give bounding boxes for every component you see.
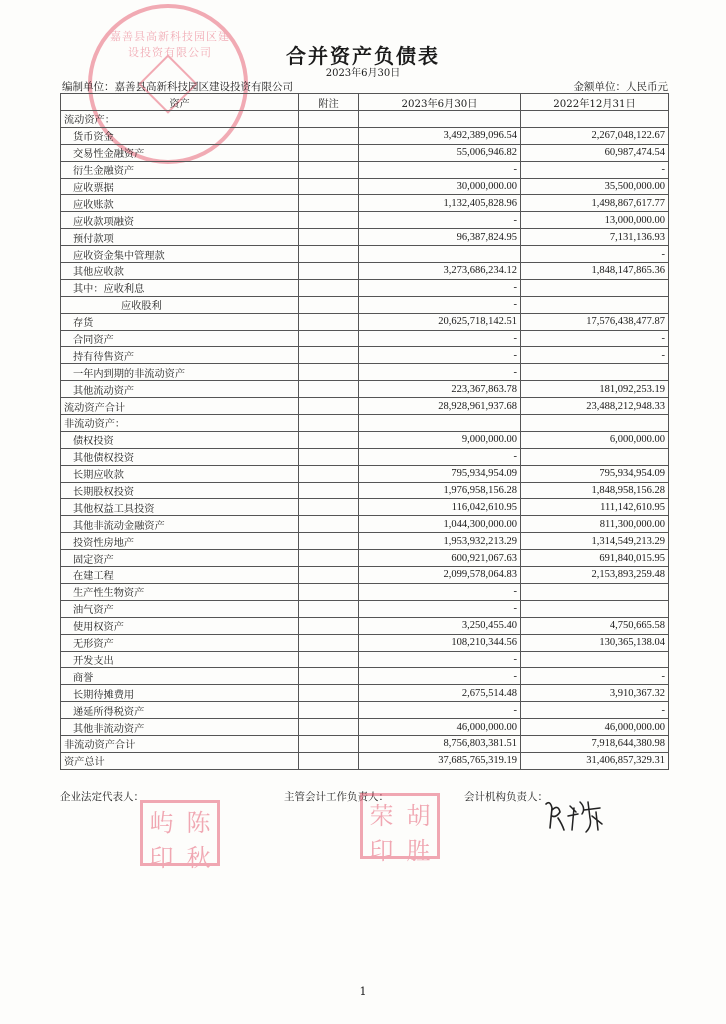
row-note xyxy=(299,398,359,415)
seal-char: 印 xyxy=(149,844,174,872)
row-item-label: 其他债权投资 xyxy=(61,448,299,465)
row-previous-value xyxy=(521,279,669,296)
row-current-value: - xyxy=(359,330,521,347)
table-row xyxy=(61,330,669,347)
row-item-label: 一年内到期的非流动资产 xyxy=(61,364,299,381)
row-previous-value: 35,500,000.00 xyxy=(521,178,669,195)
row-current-value: - xyxy=(359,583,521,600)
row-current-value: 600,921,067.63 xyxy=(359,550,521,567)
col-header-item: 资产 xyxy=(61,94,299,111)
col-header-previous: 2022年12月31日 xyxy=(521,94,669,111)
row-previous-value: 130,365,138.04 xyxy=(521,634,669,651)
row-note xyxy=(299,347,359,364)
row-note xyxy=(299,735,359,752)
row-note xyxy=(299,246,359,263)
table-row xyxy=(61,296,669,313)
table-row xyxy=(61,212,669,229)
row-note xyxy=(299,229,359,246)
row-note xyxy=(299,550,359,567)
row-current-value: 2,675,514.48 xyxy=(359,685,521,702)
row-item-label: 其他非流动金融资产 xyxy=(61,516,299,533)
table-row xyxy=(61,195,669,212)
row-previous-value: - xyxy=(521,246,669,263)
row-note xyxy=(299,431,359,448)
table-row xyxy=(61,482,669,499)
table-row xyxy=(61,719,669,736)
row-note xyxy=(299,600,359,617)
row-previous-value: 6,000,000.00 xyxy=(521,431,669,448)
row-item-label: 长期待摊费用 xyxy=(61,685,299,702)
row-previous-value xyxy=(521,600,669,617)
table-row xyxy=(61,752,669,769)
table-row xyxy=(61,431,669,448)
table-row xyxy=(61,127,669,144)
table-row xyxy=(61,279,669,296)
seal-char: 屿 xyxy=(149,809,174,837)
row-note xyxy=(299,415,359,432)
table-row xyxy=(61,161,669,178)
table-row xyxy=(61,533,669,550)
row-note xyxy=(299,634,359,651)
row-current-value: - xyxy=(359,279,521,296)
row-note xyxy=(299,482,359,499)
row-current-value: - xyxy=(359,600,521,617)
row-current-value: 3,273,686,234.12 xyxy=(359,263,521,280)
row-current-value: 1,044,300,000.00 xyxy=(359,516,521,533)
row-current-value: 20,625,718,142.51 xyxy=(359,313,521,330)
row-note xyxy=(299,617,359,634)
row-current-value: - xyxy=(359,212,521,229)
row-item-label: 长期应收款 xyxy=(61,465,299,482)
table-row xyxy=(61,465,669,482)
table-row xyxy=(61,499,669,516)
row-previous-value: 691,840,015.95 xyxy=(521,550,669,567)
table-header-row xyxy=(61,94,669,111)
row-previous-value: 2,153,893,259.48 xyxy=(521,567,669,584)
row-item-label: 应收款项融资 xyxy=(61,212,299,229)
row-current-value: - xyxy=(359,364,521,381)
round-seal-text: 嘉善县高新科技园区建设投资有限公司 xyxy=(110,30,230,59)
row-item-label: 长期股权投资 xyxy=(61,482,299,499)
row-current-value: 116,042,610.95 xyxy=(359,499,521,516)
row-item-label: 无形资产 xyxy=(61,634,299,651)
row-current-value: 46,000,000.00 xyxy=(359,719,521,736)
row-previous-value: 2,267,048,122.67 xyxy=(521,127,669,144)
row-note xyxy=(299,651,359,668)
seal-char: 荣 xyxy=(369,802,394,830)
row-note xyxy=(299,111,359,128)
row-previous-value: 7,131,136.93 xyxy=(521,229,669,246)
row-previous-value: 1,314,549,213.29 xyxy=(521,533,669,550)
page-title: 合并资产负债表 xyxy=(286,44,440,68)
row-item-label: 生产性生物资产 xyxy=(61,583,299,600)
table-row xyxy=(61,617,669,634)
row-previous-value xyxy=(521,296,669,313)
row-current-value: 108,210,344.56 xyxy=(359,634,521,651)
row-current-value: 223,367,863.78 xyxy=(359,381,521,398)
seal-char: 秋 xyxy=(186,844,211,872)
row-note xyxy=(299,296,359,313)
row-previous-value xyxy=(521,651,669,668)
row-previous-value: 4,750,665.58 xyxy=(521,617,669,634)
table-row xyxy=(61,550,669,567)
row-item-label: 应收账款 xyxy=(61,195,299,212)
row-previous-value xyxy=(521,583,669,600)
row-previous-value: - xyxy=(521,330,669,347)
legal-rep-seal xyxy=(140,800,220,872)
row-current-value xyxy=(359,246,521,263)
row-note xyxy=(299,499,359,516)
row-previous-value: 23,488,212,948.33 xyxy=(521,398,669,415)
row-item-label: 资产总计 xyxy=(61,752,299,769)
row-item-label: 应收票据 xyxy=(61,178,299,195)
row-current-value: 8,756,803,381.51 xyxy=(359,735,521,752)
row-note xyxy=(299,516,359,533)
table-row xyxy=(61,685,669,702)
row-note xyxy=(299,685,359,702)
table-row xyxy=(61,668,669,685)
row-current-value: - xyxy=(359,347,521,364)
row-note xyxy=(299,313,359,330)
row-item-label: 债权投资 xyxy=(61,431,299,448)
table-row xyxy=(61,263,669,280)
row-previous-value: 1,848,147,865.36 xyxy=(521,263,669,280)
seal-char: 印 xyxy=(369,837,394,865)
handwritten-signature xyxy=(540,794,610,836)
seal-char: 胜 xyxy=(406,837,431,865)
seal-char: 胡 xyxy=(406,802,431,830)
row-item-label: 商誉 xyxy=(61,668,299,685)
row-current-value: 2,099,578,064.83 xyxy=(359,567,521,584)
row-item-label: 应收资金集中管理款 xyxy=(61,246,299,263)
accounting-head-seal xyxy=(360,793,440,865)
row-current-value: - xyxy=(359,161,521,178)
row-current-value: 3,492,389,096.54 xyxy=(359,127,521,144)
row-current-value: - xyxy=(359,702,521,719)
row-previous-value: 3,910,367.32 xyxy=(521,685,669,702)
table-row xyxy=(61,111,669,128)
row-previous-value: - xyxy=(521,347,669,364)
row-item-label: 在建工程 xyxy=(61,567,299,584)
row-previous-value: 811,300,000.00 xyxy=(521,516,669,533)
row-item-label: 使用权资产 xyxy=(61,617,299,634)
row-previous-value: 795,934,954.09 xyxy=(521,465,669,482)
table-row xyxy=(61,634,669,651)
table-row xyxy=(61,313,669,330)
row-current-value: 9,000,000.00 xyxy=(359,431,521,448)
legal-rep-label: 企业法定代表人： xyxy=(60,791,144,803)
table-row xyxy=(61,567,669,584)
row-previous-value: 13,000,000.00 xyxy=(521,212,669,229)
table-row xyxy=(61,246,669,263)
row-item-label: 投资性房地产 xyxy=(61,533,299,550)
row-note xyxy=(299,195,359,212)
row-current-value xyxy=(359,415,521,432)
row-note xyxy=(299,533,359,550)
col-header-current: 2023年6月30日 xyxy=(359,94,521,111)
row-previous-value: 111,142,610.95 xyxy=(521,499,669,516)
row-current-value: 96,387,824.95 xyxy=(359,229,521,246)
entity-label: 编制单位：嘉善县高新科技园区建设投资有限公司 xyxy=(62,81,293,93)
row-item-label: 货币资金 xyxy=(61,127,299,144)
row-note xyxy=(299,161,359,178)
row-note xyxy=(299,381,359,398)
accounting-head-label: 主管会计工作负责人： xyxy=(284,791,389,803)
balance-sheet-table xyxy=(60,93,669,770)
row-previous-value xyxy=(521,415,669,432)
seal-char: 陈 xyxy=(186,809,211,837)
row-note xyxy=(299,212,359,229)
row-note xyxy=(299,144,359,161)
table-row xyxy=(61,398,669,415)
row-item-label: 流动资产合计 xyxy=(61,398,299,415)
row-note xyxy=(299,448,359,465)
row-item-label: 衍生金融资产 xyxy=(61,161,299,178)
row-note xyxy=(299,330,359,347)
row-current-value: 1,976,958,156.28 xyxy=(359,482,521,499)
row-item-label: 非流动资产： xyxy=(61,415,299,432)
row-previous-value: 7,918,644,380.98 xyxy=(521,735,669,752)
row-item-label: 其他流动资产 xyxy=(61,381,299,398)
row-current-value: 30,000,000.00 xyxy=(359,178,521,195)
row-item-label: 合同资产 xyxy=(61,330,299,347)
row-item-label: 预付款项 xyxy=(61,229,299,246)
table-row xyxy=(61,735,669,752)
row-note xyxy=(299,263,359,280)
table-row xyxy=(61,381,669,398)
table-row xyxy=(61,600,669,617)
row-current-value: 795,934,954.09 xyxy=(359,465,521,482)
table-row xyxy=(61,347,669,364)
row-item-label: 其他权益工具投资 xyxy=(61,499,299,516)
row-current-value: 1,953,932,213.29 xyxy=(359,533,521,550)
row-previous-value xyxy=(521,448,669,465)
row-previous-value: 17,576,438,477.87 xyxy=(521,313,669,330)
table-row xyxy=(61,364,669,381)
table-row xyxy=(61,415,669,432)
row-current-value: 37,685,765,319.19 xyxy=(359,752,521,769)
row-note xyxy=(299,583,359,600)
table-row xyxy=(61,702,669,719)
row-note xyxy=(299,178,359,195)
row-current-value xyxy=(359,111,521,128)
row-item-label: 其中：应收利息 xyxy=(61,279,299,296)
table-row xyxy=(61,516,669,533)
row-note xyxy=(299,567,359,584)
row-note xyxy=(299,279,359,296)
row-item-label: 交易性金融资产 xyxy=(61,144,299,161)
row-previous-value: - xyxy=(521,702,669,719)
row-previous-value: - xyxy=(521,161,669,178)
row-previous-value xyxy=(521,111,669,128)
row-item-label: 油气资产 xyxy=(61,600,299,617)
row-item-label: 其他应收款 xyxy=(61,263,299,280)
row-previous-value: 46,000,000.00 xyxy=(521,719,669,736)
row-previous-value: - xyxy=(521,668,669,685)
row-note xyxy=(299,465,359,482)
report-date: 2023年6月30日 xyxy=(325,68,401,79)
row-previous-value: 31,406,857,329.31 xyxy=(521,752,669,769)
table-row xyxy=(61,651,669,668)
row-current-value: - xyxy=(359,296,521,313)
row-item-label: 递延所得税资产 xyxy=(61,702,299,719)
row-item-label: 持有待售资产 xyxy=(61,347,299,364)
row-previous-value xyxy=(521,364,669,381)
row-note xyxy=(299,364,359,381)
row-note xyxy=(299,719,359,736)
row-note xyxy=(299,668,359,685)
row-current-value: 55,006,946.82 xyxy=(359,144,521,161)
table-row xyxy=(61,178,669,195)
row-current-value: 1,132,405,828.96 xyxy=(359,195,521,212)
row-current-value: 3,250,455.40 xyxy=(359,617,521,634)
accounting-org-head-label: 会计机构负责人： xyxy=(464,791,548,803)
table-row xyxy=(61,144,669,161)
page-number: 1 xyxy=(359,985,367,998)
col-header-note: 附注 xyxy=(299,94,359,111)
row-note xyxy=(299,752,359,769)
row-item-label: 存货 xyxy=(61,313,299,330)
row-note xyxy=(299,127,359,144)
table-row xyxy=(61,229,669,246)
row-current-value: - xyxy=(359,651,521,668)
table-row xyxy=(61,583,669,600)
row-item-label: 开发支出 xyxy=(61,651,299,668)
row-previous-value: 60,987,474.54 xyxy=(521,144,669,161)
table-row xyxy=(61,448,669,465)
row-item-label: 固定资产 xyxy=(61,550,299,567)
row-current-value: - xyxy=(359,448,521,465)
row-current-value: 28,928,961,937.68 xyxy=(359,398,521,415)
row-current-value: - xyxy=(359,668,521,685)
row-item-label: 其他非流动资产 xyxy=(61,719,299,736)
unit-label: 金额单位：人民币元 xyxy=(573,81,668,93)
row-previous-value: 1,498,867,617.77 xyxy=(521,195,669,212)
row-previous-value: 181,092,253.19 xyxy=(521,381,669,398)
row-note xyxy=(299,702,359,719)
row-item-label: 应收股利 xyxy=(61,296,299,313)
row-previous-value: 1,848,958,156.28 xyxy=(521,482,669,499)
row-item-label: 非流动资产合计 xyxy=(61,735,299,752)
row-item-label: 流动资产： xyxy=(61,111,299,128)
